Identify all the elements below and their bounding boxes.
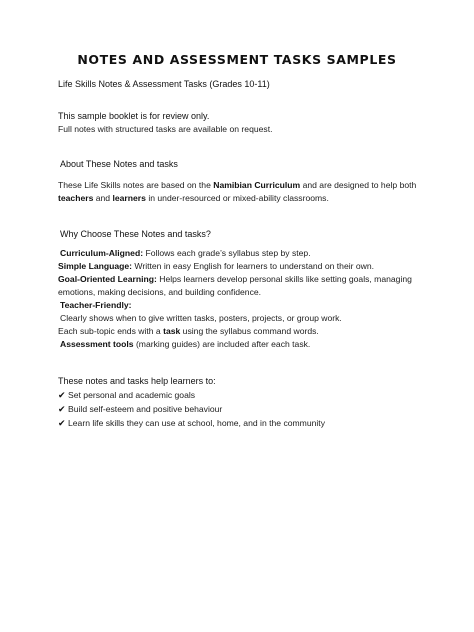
goal-oriented-item: [58, 274, 412, 284]
assessment-tools-item: [60, 339, 310, 349]
task-term: task: [163, 326, 181, 336]
about-paragraph-line2: [58, 193, 329, 203]
teachers-term: teachers: [58, 193, 94, 203]
subtopic-task-item: [58, 326, 319, 336]
curriculum-aligned-item: [60, 248, 311, 258]
assessment-tools-text: (marking guides) are included after each task.: [133, 339, 311, 349]
why-heading: Why Choose These Notes and tasks?: [60, 229, 211, 239]
curriculum-aligned-label: Curriculum-Aligned:: [60, 248, 144, 258]
about-heading: About These Notes and tasks: [60, 159, 178, 169]
teacher-friendly-label: Teacher-Friendly:: [60, 300, 132, 310]
about-paragraph-line1: [58, 180, 416, 190]
namibian-curriculum-term: Namibian Curriculum: [213, 180, 301, 190]
goal-oriented-text: Helps learners develop personal skills like setting goals, managing: [156, 274, 412, 284]
help-heading: These notes and tasks help learners to:: [58, 376, 216, 386]
simple-language-item: [58, 261, 374, 271]
checkmark-icon: ✔: [58, 390, 66, 400]
review-notice-line2: Full notes with structured tasks are available on request.: [58, 124, 273, 134]
assessment-tools-label: Assessment tools: [60, 339, 134, 349]
checkmark-icon: ✔: [58, 404, 66, 414]
subtopic-text: using the syllabus command words.: [180, 326, 319, 336]
goal-oriented-label: Goal-Oriented Learning:: [58, 274, 157, 284]
about-text: in under-resourced or mixed-ability classrooms.: [145, 193, 329, 203]
help-list-item: [58, 390, 195, 401]
subtopic-text: Each sub-topic ends with a: [58, 326, 164, 336]
goal-oriented-text-cont: emotions, making decisions, and building confidence.: [58, 287, 262, 297]
simple-language-label: Simple Language:: [58, 261, 133, 271]
simple-language-text: Written in easy English for learners to understand on their own.: [132, 261, 375, 271]
about-text: These Life Skills notes are based on the: [58, 180, 214, 190]
help-item-text: Set personal and academic goals: [68, 390, 196, 400]
about-text: and: [93, 193, 113, 203]
review-notice-line1: This sample booklet is for review only.: [58, 111, 210, 121]
checkmark-icon: ✔: [58, 418, 66, 428]
curriculum-aligned-text: Follows each grade’s syllabus step by step.: [143, 248, 311, 258]
learners-term: learners: [112, 193, 146, 203]
help-list-item: [58, 404, 222, 415]
help-item-text: Build self-esteem and positive behaviour: [68, 404, 223, 414]
about-text: and are designed to help both: [300, 180, 417, 190]
document-title: NOTES AND ASSESSMENT TASKS SAMPLES: [77, 52, 397, 67]
help-list-item: [58, 418, 325, 429]
teacher-friendly-text: Clearly shows when to give written tasks, posters, projects, or group work.: [60, 313, 342, 323]
document-subtitle: Life Skills Notes & Assessment Tasks (Grades 10-11): [58, 79, 270, 89]
help-item-text: Learn life skills they can use at school, home, and in the community: [68, 418, 325, 428]
